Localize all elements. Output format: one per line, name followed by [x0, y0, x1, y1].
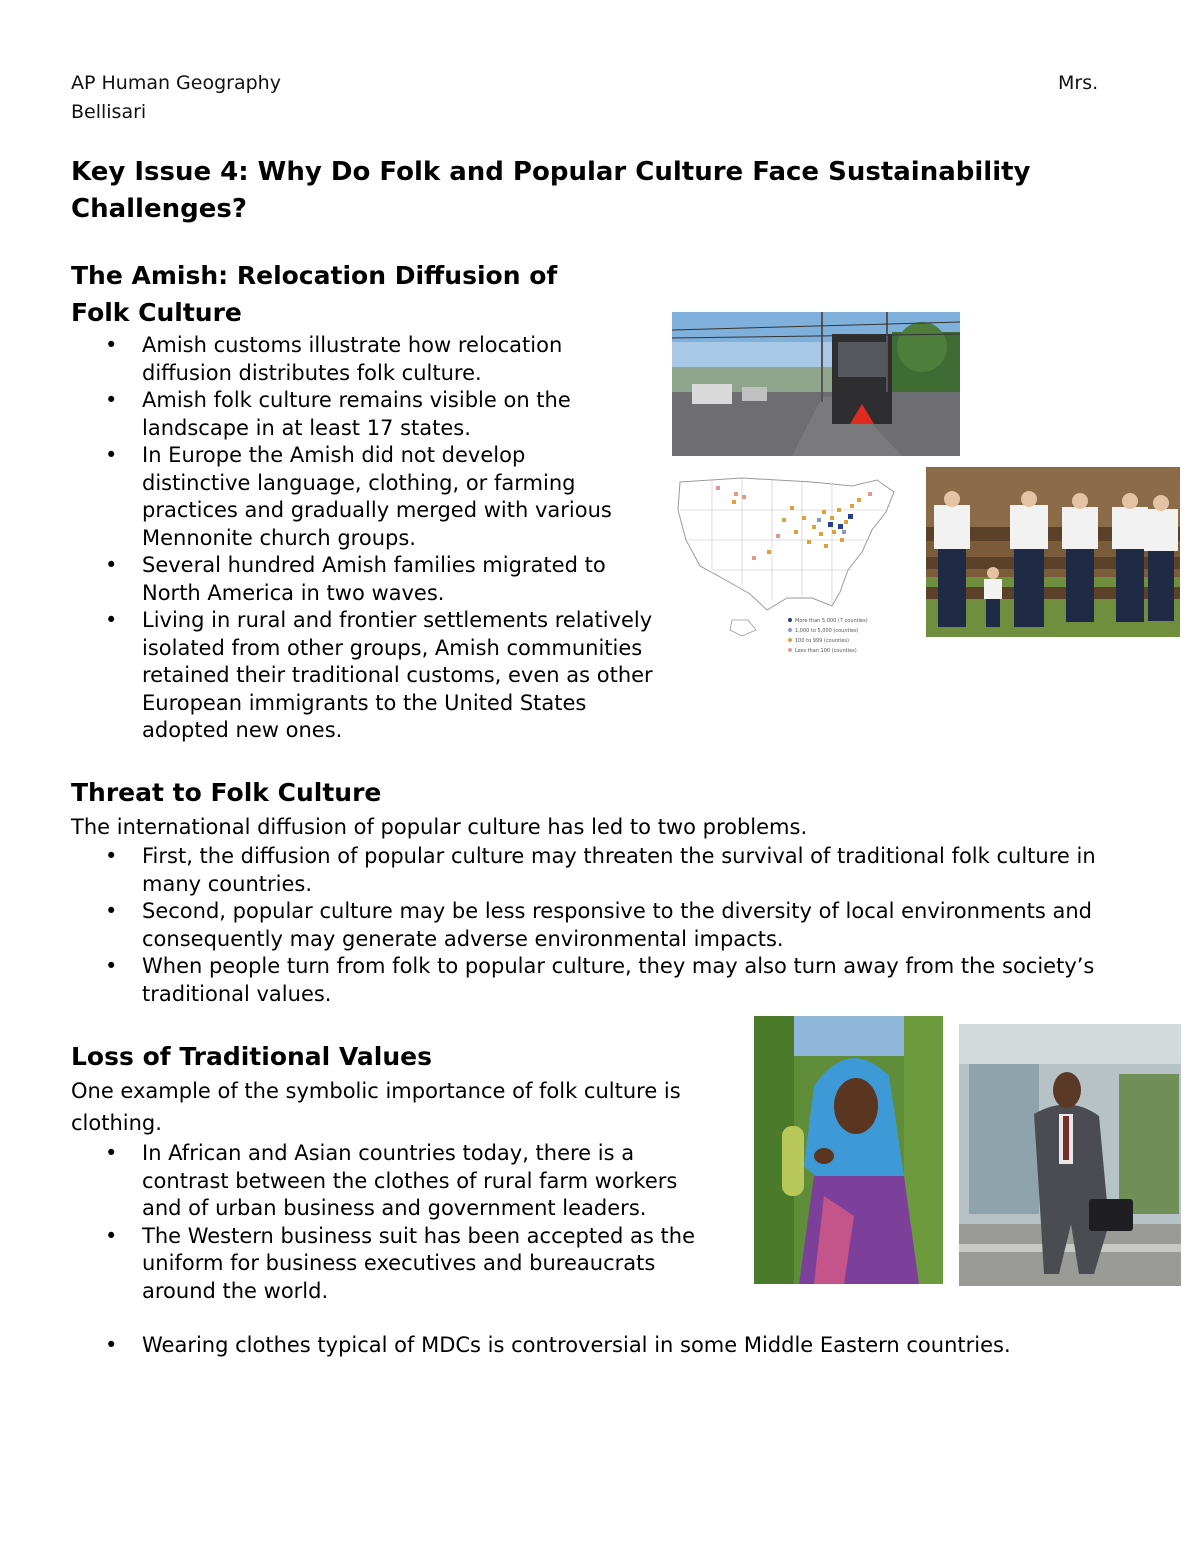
list-item: • When people turn from folk to popular culture, they may also turn away from the society’s traditional values.	[71, 953, 1131, 1008]
list-item: • Several hundred Amish families migrated to North America in two waves.	[71, 552, 631, 607]
map-legend-item: 1,000 to 5,000 (counties)	[795, 628, 859, 634]
values-intro: One example of the symbolic importance of folk culture is clothing.	[71, 1079, 681, 1135]
values-heading: Loss of Traditional Values	[71, 1042, 432, 1071]
threat-heading: Threat to Folk Culture	[71, 778, 382, 807]
teacher-prefix: Mrs.	[1058, 72, 1099, 94]
businessman-illustration	[959, 1024, 1181, 1286]
amish-heading-line2: Folk Culture	[71, 298, 242, 327]
amish-buggy-illustration	[672, 312, 960, 456]
threat-bullet-list	[71, 843, 1131, 1008]
list-item: • Second, popular culture may be less responsive to the diversity of local environments and consequently may generate adverse environmental impacts.	[71, 898, 1131, 953]
threat-intro: The international diffusion of popular culture has led to two problems.	[71, 815, 808, 839]
bullet-dot: •	[105, 608, 118, 632]
amish-bullet-list	[71, 332, 631, 607]
amish-buggy-photo	[672, 312, 960, 456]
amish-settlement-map	[672, 470, 900, 660]
values-last-bullet-text: Wearing clothes typical of MDCs is controversial in some Middle Eastern countries.	[142, 1333, 1011, 1357]
map-legend-item: More than 5,000 (7 counties)	[795, 618, 868, 624]
values-bullet-list	[71, 1140, 751, 1305]
amish-last-bullet-text: Living in rural and frontier settlements relatively isolated from other groups, Amish communities retained their traditional customs, even as other European immigrants to the United States adopted new ones.	[142, 608, 653, 742]
list-item: • The Western business suit has been accepted as the uniform for business executives and bureaucrats around the world.	[71, 1223, 722, 1306]
amish-heading-line1: The Amish: Relocation Diffusion of	[71, 261, 558, 290]
page-title: Key Issue 4: Why Do Folk and Popular Culture Face Sustainability Challenges?	[71, 157, 1031, 224]
amish-last-bullet	[71, 607, 1071, 745]
bullet-dot: •	[105, 1333, 118, 1357]
amish-boys-illustration	[926, 467, 1180, 637]
farm-worker-illustration	[754, 1016, 943, 1284]
businessman-photo	[959, 1024, 1181, 1286]
amish-boys-photo	[926, 467, 1180, 637]
us-map-illustration	[672, 470, 900, 660]
list-item: • First, the diffusion of popular culture may threaten the survival of traditional folk culture in many countries.	[71, 843, 1131, 898]
map-legend-item: 100 to 999 (counties)	[795, 638, 849, 644]
list-item: • In African and Asian countries today, there is a contrast between the clothes of rural farm workers and of urban business and government leaders.	[71, 1140, 712, 1223]
teacher-name: Bellisari	[71, 101, 147, 123]
course-name: AP Human Geography	[71, 72, 281, 94]
farm-worker-photo	[754, 1016, 943, 1284]
list-item: • Amish customs illustrate how relocation diffusion distributes folk culture.	[71, 332, 631, 387]
list-item: • Amish folk culture remains visible on the landscape in at least 17 states.	[71, 387, 631, 442]
values-last-bullet	[71, 1332, 1171, 1360]
map-legend-item: Less than 100 (counties)	[795, 648, 857, 654]
list-item: • In Europe the Amish did not develop distinctive language, clothing, or farming practices and gradually merged with various Mennonite church groups.	[71, 442, 631, 552]
